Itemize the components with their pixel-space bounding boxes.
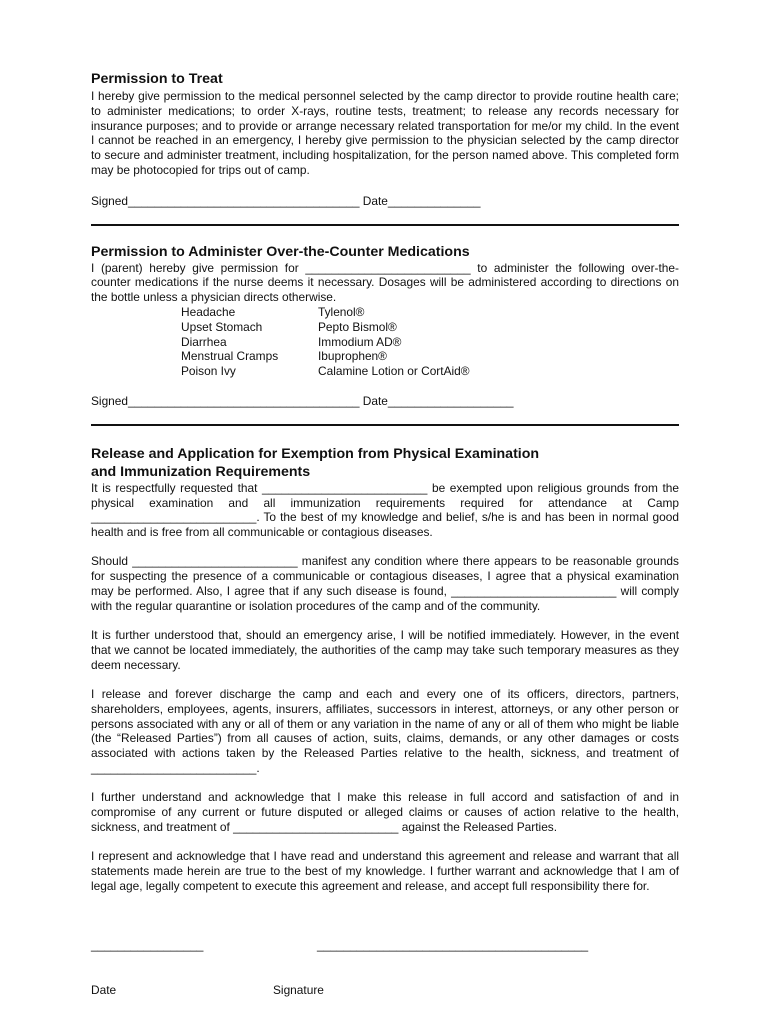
- medication: Pepto Bismol®: [318, 319, 397, 334]
- condition: Upset Stomach: [181, 319, 263, 334]
- section-title-line-1: Release and Application for Exemption from Physical Examination: [91, 445, 540, 462]
- condition: Headache: [181, 304, 236, 319]
- section-body: I hereby give permission to the medical personnel selected by the camp director to provide routine health care; to administer medications; to order X-rays, routine tests, treatment; to release any records necessary for insurance purposes; and to provide or arrange necessary related transportation for me/or my child. In the event I cannot be reached in an emergency, I hereby give permission to the physician selected by the camp director to secure and administer treatment, including hospitalization, for the person named above. This completed form may be photocopied for trips out of camp.: [91, 89, 679, 177]
- medication-row: [181, 349, 679, 364]
- condition: Poison Ivy: [181, 364, 236, 379]
- signature-date-line[interactable]: Signed___________________________________ Date___________________: [91, 393, 514, 408]
- medication-row: [181, 364, 679, 379]
- section-title-line-2: and Immunization Requirements: [91, 463, 311, 480]
- paragraph: Should _________________________ manifest any condition where there appears to be reasonable grounds for suspecting the presence of a communicable or contagious diseases, I agree that a physical examination may be performed. Also, I agree that if any such disease is found, _________________________ will comply with the regular quarantine or isolation procedures of the camp and of the community.: [91, 554, 679, 613]
- medication-row: [181, 335, 679, 350]
- section-title: Permission to Treat: [91, 71, 223, 87]
- medications-list: [181, 305, 679, 379]
- medication: Ibuprophen®: [318, 349, 387, 364]
- date-column: [91, 909, 273, 1027]
- paragraph: I further understand and acknowledge that I make this release in full accord and satisfaction of and in compromise of any current or future disputed or alleged claims or causes of action relative to the health, sickness, and treatment of _________________________ against the Released Parties.: [91, 790, 679, 834]
- otc-medications-section: [91, 243, 679, 409]
- date-line[interactable]: _________________: [91, 938, 204, 953]
- paragraph: I represent and acknowledge that I have read and understand this agreement and release and warrant that all statements made herein are true to the best of my knowledge. I further warrant and acknowledge that I am of legal age, legally competent to execute this agreement and release, and accept full responsibility there for.: [91, 849, 679, 893]
- medication: Immodium AD®: [318, 334, 402, 349]
- signature-column: [273, 909, 588, 1027]
- permission-to-treat-section: [91, 70, 679, 209]
- date-label: Date: [91, 982, 117, 997]
- form-content: [91, 70, 679, 1027]
- signature-label: Signature: [273, 982, 324, 997]
- signature-line[interactable]: _________________________________________: [317, 938, 589, 953]
- condition: Menstrual Cramps: [181, 349, 279, 364]
- paragraph: It is respectfully requested that _________________________ be exempted upon religious grounds from the physical examination and all immunization requirements required for attendance at Camp _________________________. To the best of my knowledge and belief, s/he is and has been in normal good health and is free from all communicable or contagious diseases.: [91, 480, 679, 540]
- exemption-release-section: [91, 445, 679, 1027]
- signature-block: [91, 909, 679, 1027]
- medication: Tylenol®: [318, 304, 365, 319]
- paragraph: It is further understood that, should an emergency arise, I will be notified immediately. However, in the event that we cannot be located immediately, the authorities of the camp may take such temporary measures as they deem necessary.: [91, 628, 679, 672]
- condition: Diarrhea: [181, 334, 227, 349]
- medication-row: [181, 305, 679, 320]
- medication: Calamine Lotion or CortAid®: [318, 364, 470, 379]
- paragraph: I release and forever discharge the camp and each and every one of its officers, directors, partners, shareholders, employees, agents, insurers, affiliates, successors in interest, attorneys, or any other person or persons associated with any or all of them or any variation in the name of any or all of them who might be liable (the “Released Parties”) from all causes of action, suits, claims, demands, or any other damages or costs associated with actions taken by the Released Parties relative to the health, sickness, and treatment of _________________________.: [91, 687, 679, 775]
- signature-date-line[interactable]: Signed___________________________________ Date______________: [91, 193, 481, 208]
- medication-row: [181, 320, 679, 335]
- section-title: Permission to Administer Over-the-Counter Medications: [91, 243, 470, 260]
- section-body: I (parent) hereby give permission for _________________________ to administer the following over-the-counter medications if the nurse deems it necessary. Dosages will be administered according to directions on the bottle unless a physician directs otherwise.: [91, 260, 679, 305]
